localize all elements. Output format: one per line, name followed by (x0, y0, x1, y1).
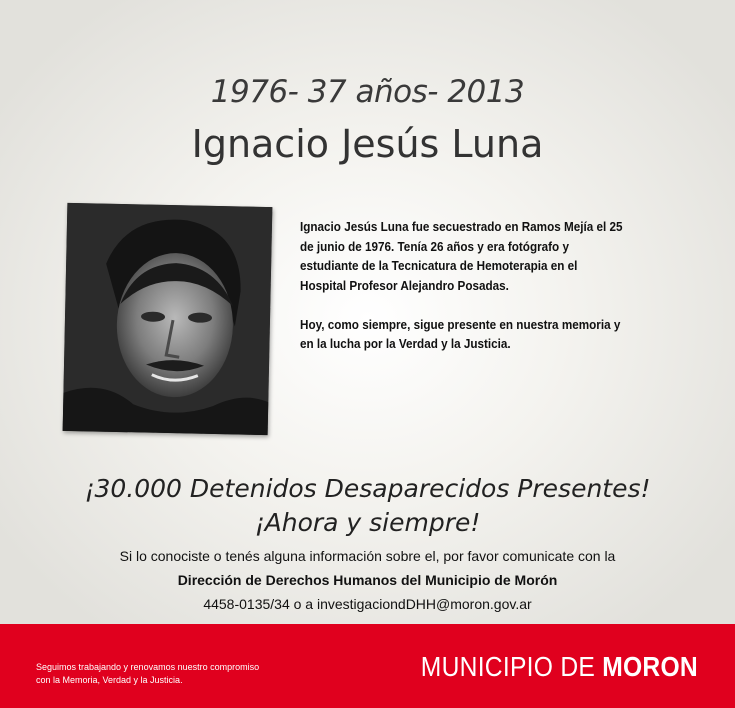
portrait-photo (63, 203, 273, 435)
bio-paragraph-1: Ignacio Jesús Luna fue secuestrado en Ramos Mejía el 25 de junio de 1976. Tenía 26 años y era fotógrafo y estudiante de la Tecnicatura de Hemoterapia en el Hospital Profesor Alejandro Posadas. (300, 219, 623, 293)
footer-bar (0, 624, 735, 708)
biography (300, 217, 624, 373)
brand-bold: MORON (602, 651, 698, 682)
footer-note: Seguimos trabajando y renovamos nuestro compromiso con la Memoria, Verdad y la Justicia. (36, 662, 260, 685)
slogan-line-1: ¡30.000 Detenidos Desaparecidos Presentes! (84, 474, 651, 503)
municipio-logo (421, 651, 698, 683)
contact-line-3[interactable]: 4458-0135/34 o a investigaciondDHH@moron.gov.ar (203, 596, 532, 612)
person-name: Ignacio Jesús Luna (191, 122, 544, 166)
brand-regular: MUNICIPIO DE (420, 651, 603, 682)
anniversary-years: 1976- 37 años- 2013 (210, 74, 525, 110)
contact-line-1: Si lo conociste o tenés alguna información sobre el, por favor comunicate con la (119, 548, 616, 564)
bio-paragraph-2: Hoy, como siempre, sigue presente en nuestra memoria y en la lucha por la Verdad y la Justicia. (300, 316, 621, 351)
slogan-line-2: ¡Ahora y siempre! (254, 508, 481, 537)
contact-line-2: Dirección de Derechos Humanos del Municipio de Morón (177, 572, 558, 588)
portrait-illustration (63, 203, 273, 435)
